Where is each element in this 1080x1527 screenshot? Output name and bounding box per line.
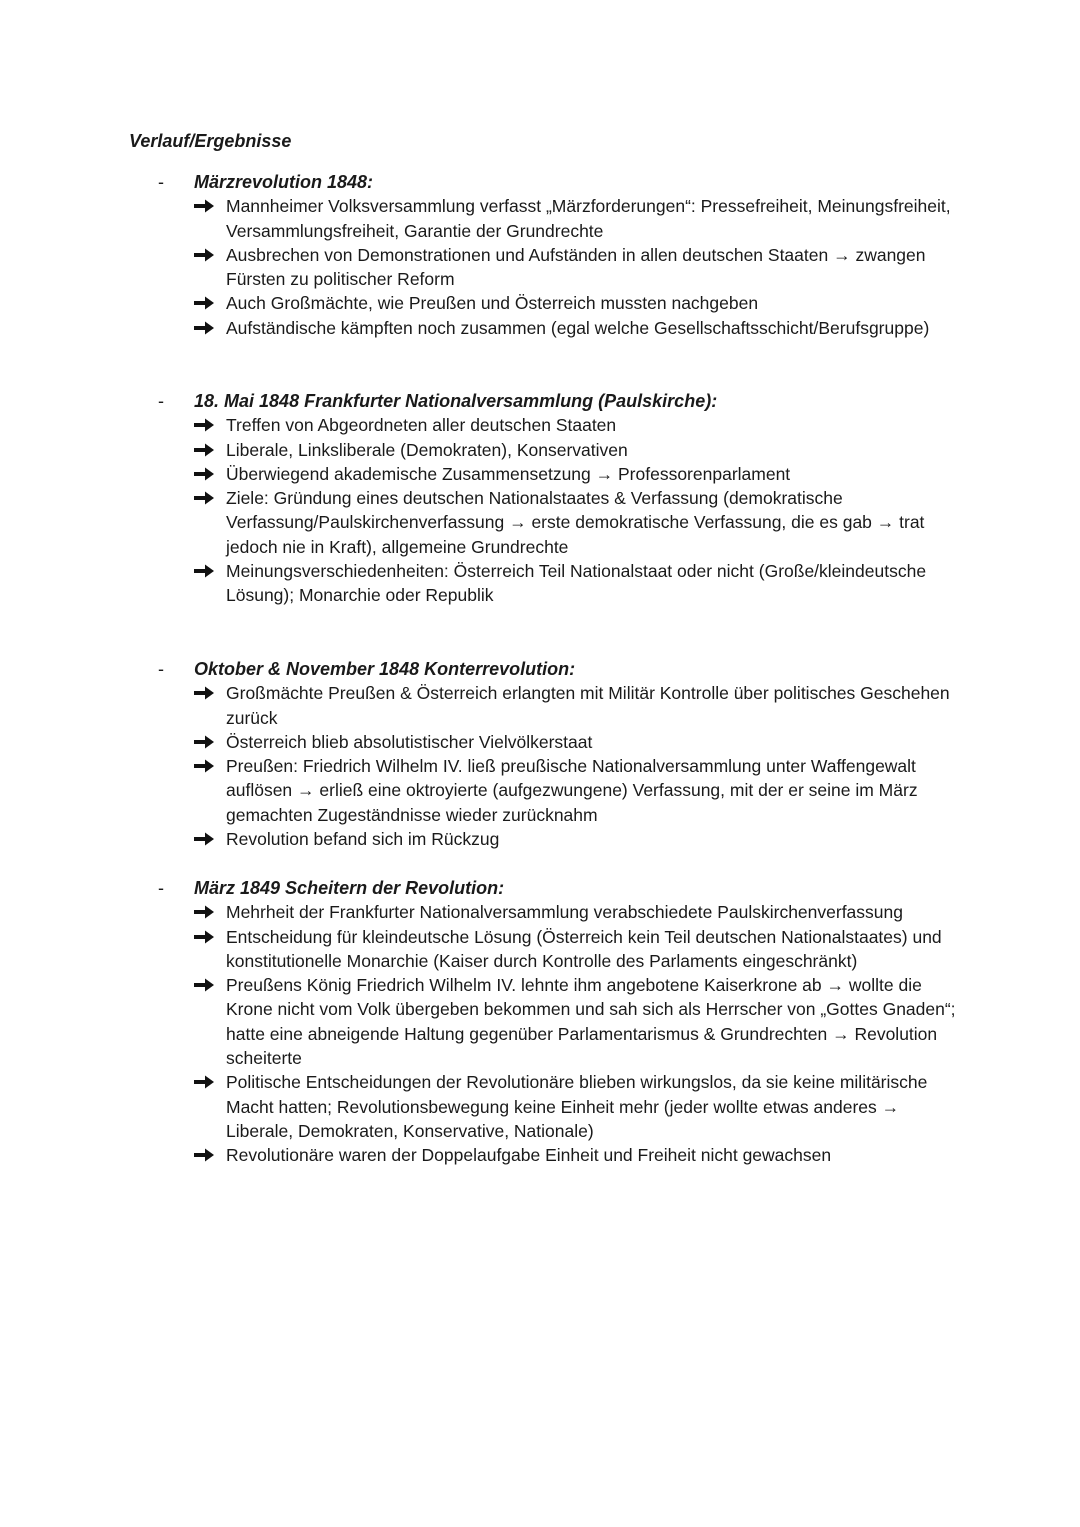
section-dash: - [158, 659, 164, 679]
list-item [150, 194, 970, 243]
list-item [150, 1070, 970, 1143]
bullet-text: Entscheidung für kleindeutsche Lösung (Österreich kein Teil deutschen Nationalstaates) und konstitutionelle Monarchie (Kaiser durch Kontrolle des Parlaments eingeschränkt) [226, 926, 942, 971]
section-heading: März 1849 Scheitern der Revolution: [194, 878, 505, 898]
arrow-right-icon [193, 466, 215, 482]
arrow-right-icon [193, 1074, 215, 1090]
section-dash: - [158, 172, 164, 192]
arrow-right-icon [193, 1147, 215, 1163]
list-item [150, 754, 970, 827]
arrow-right-icon [193, 563, 215, 579]
bullet-text: Großmächte Preußen & Österreich erlangten mit Militär Kontrolle über politisches Geschehen zurück [226, 683, 950, 728]
list-item [150, 730, 970, 754]
section-heading: 18. Mai 1848 Frankfurter Nationalversammlung (Paulskirche): [194, 391, 718, 411]
bullet-text: Preußens König Friedrich Wilhelm IV. lehnte ihm angebotene Kaiserkrone ab → wollte die Krone nicht vom Volk übergeben bekommen und sah sich als Herrscher von „Gottes Gnaden“; hatte eine abneigende Haltung gegenüber Parlamentarismus & Grundrechten → Revolution scheiterte [226, 975, 956, 1069]
list-item [150, 827, 970, 851]
list-item [150, 291, 970, 315]
section-dash: - [158, 391, 164, 411]
bullet-text: Revolution befand sich im Rückzug [226, 829, 500, 850]
bullet-text: Politische Entscheidungen der Revolutionäre blieben wirkungslos, da sie keine militärische Macht hatten; Revolutionsbewegung keine Einheit mehr (jeder wollte etwas anderes → Liberale, Demokraten, Konservative, Nationale) [226, 1072, 928, 1141]
bullet-text: Meinungsverschiedenheiten: Österreich Teil Nationalstaat oder nicht (Große/kleindeutsche Lösung); Monarchie oder Republik [226, 561, 927, 606]
bullet-text: Treffen von Abgeordneten aller deutschen Staaten [226, 415, 617, 436]
list-item [150, 900, 970, 924]
list-item [150, 462, 970, 486]
arrow-right-icon [193, 417, 215, 433]
arrow-right-icon [193, 685, 215, 701]
bullet-text: Ziele: Gründung eines deutschen Nationalstaates & Verfassung (demokratische Verfassung/Paulskirchenverfassung → erste demokratische Verfassung, die es gab → trat jedoch nie in Kraft), allgemeine Grundrechte [226, 488, 925, 557]
bullet-text: Aufständische kämpften noch zusammen (egal welche Gesellschaftsschicht/Berufsgruppe) [226, 317, 930, 338]
list-item [150, 486, 970, 559]
bullet-text: Mannheimer Volksversammlung verfasst „Märzforderungen“: Pressefreiheit, Meinungsfreiheit, Versammlungsfreiheit, Garantie der Grundrechte [226, 196, 951, 241]
arrow-right-icon [193, 198, 215, 214]
section-heading: Märzrevolution 1848: [194, 172, 374, 192]
list-item [150, 973, 970, 1070]
arrow-right-icon [193, 247, 215, 263]
arrow-right-icon [193, 758, 215, 774]
section-scheitern [150, 876, 970, 1168]
bullet-list [150, 681, 970, 851]
bullet-list [150, 900, 970, 1167]
bullet-list [150, 413, 970, 607]
list-item [150, 681, 970, 730]
arrow-right-icon [193, 904, 215, 920]
arrow-right-icon [193, 320, 215, 336]
bullet-text: Mehrheit der Frankfurter Nationalversammlung verabschiedete Paulskirchenverfassung [226, 902, 903, 923]
list-item [150, 316, 970, 340]
list-item [150, 925, 970, 974]
section-konterrevolution [150, 657, 970, 851]
bullet-text: Ausbrechen von Demonstrationen und Aufständen in allen deutschen Staaten → zwangen Fürsten zu politischer Reform [226, 244, 926, 290]
bullet-text: Auch Großmächte, wie Preußen und Österreich mussten nachgeben [226, 293, 759, 314]
section-maerzrevolution [150, 170, 970, 340]
arrow-right-icon [193, 490, 215, 506]
list-item [150, 1143, 970, 1167]
section-dash: - [158, 878, 164, 898]
bullet-text: Liberale, Linksliberale (Demokraten), Konservativen [226, 439, 628, 460]
list-item [150, 559, 970, 608]
bullet-text: Österreich blieb absolutistischer Vielvölkerstaat [226, 731, 593, 752]
bullet-text: Revolutionäre waren der Doppelaufgabe Einheit und Freiheit nicht gewachsen [226, 1145, 832, 1166]
arrow-right-icon [193, 977, 215, 993]
arrow-right-icon [193, 295, 215, 311]
bullet-text: Preußen: Friedrich Wilhelm IV. ließ preußische Nationalversammlung unter Waffengewalt auflösen → erließ eine oktroyierte (aufgezwungene) Verfassung, mit der er seine im März gemachten Zugeständnisse wieder zurücknahm [226, 756, 918, 825]
document-title: Verlauf/Ergebnisse [129, 131, 292, 151]
list-item [150, 243, 970, 292]
list-item [150, 438, 970, 462]
arrow-right-icon [193, 734, 215, 750]
bullet-list [150, 194, 970, 340]
arrow-right-icon [193, 929, 215, 945]
section-nationalversammlung [150, 389, 970, 608]
section-heading: Oktober & November 1848 Konterrevolution: [194, 659, 576, 679]
arrow-right-icon [193, 831, 215, 847]
bullet-text: Überwiegend akademische Zusammensetzung → Professorenparlament [226, 463, 791, 484]
arrow-right-icon [193, 442, 215, 458]
list-item [150, 413, 970, 437]
